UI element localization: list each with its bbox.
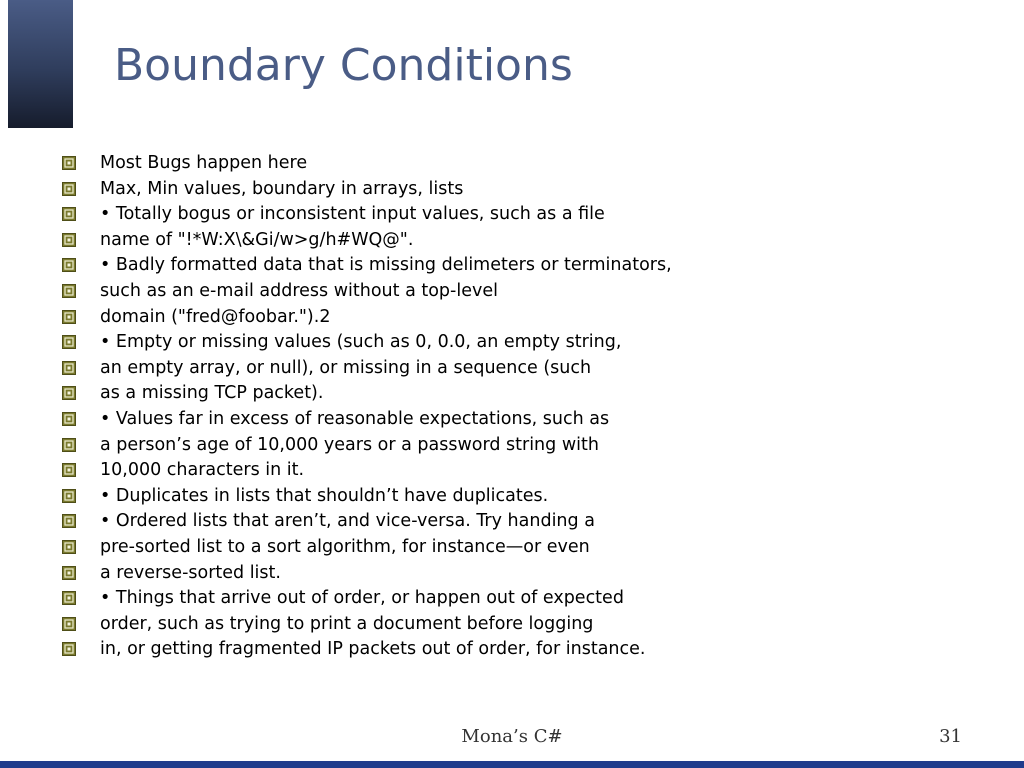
bullet-text: in, or getting fragmented IP packets out of order, for instance. — [100, 639, 646, 660]
olive-square-bullet-icon — [62, 207, 76, 221]
bullet-item — [60, 279, 960, 305]
olive-square-bullet-icon — [62, 284, 76, 298]
olive-square-bullet-icon — [62, 233, 76, 247]
title-accent-block — [8, 0, 73, 128]
bullet-item — [60, 151, 960, 177]
olive-square-bullet-icon — [62, 514, 76, 528]
olive-square-bullet-icon — [62, 540, 76, 554]
bullet-text: a person’s age of 10,000 years or a password string with — [100, 434, 599, 455]
bullet-item — [60, 509, 960, 535]
bullet-text: • Values far in excess of reasonable expectations, such as — [100, 408, 610, 429]
bullet-text: Most Bugs happen here — [100, 153, 308, 173]
olive-square-bullet-icon — [62, 156, 76, 170]
bullet-text: • Totally bogus or inconsistent input values, such as a file — [100, 204, 605, 225]
olive-square-bullet-icon — [62, 386, 76, 400]
bullet-item — [60, 612, 960, 638]
bottom-accent-bar — [0, 761, 1024, 768]
bullet-text: 10,000 characters in it. — [100, 460, 305, 481]
bullet-text: as a missing TCP packet). — [100, 383, 324, 404]
bullet-text: • Ordered lists that aren’t, and vice-versa. Try handing a — [100, 511, 595, 532]
olive-square-bullet-icon — [62, 591, 76, 605]
bullet-text: domain ("fred@foobar.").2 — [100, 306, 331, 327]
bullet-text: an empty array, or null), or missing in a sequence (such — [100, 357, 592, 378]
bullet-text: • Duplicates in lists that shouldn’t have duplicates. — [100, 485, 549, 506]
olive-square-bullet-icon — [62, 463, 76, 477]
olive-square-bullet-icon — [62, 310, 76, 324]
bullet-item — [60, 535, 960, 561]
footer-title: Mona’s C# — [461, 726, 563, 747]
bullet-item — [60, 356, 960, 382]
bullet-item — [60, 330, 960, 356]
bullet-item — [60, 228, 960, 254]
bullet-text: name of "!*W:X\&Gi/w>g/h#WQ@". — [100, 229, 414, 250]
bullet-item — [60, 381, 960, 407]
slide-title: Boundary Conditions — [114, 40, 573, 91]
olive-square-bullet-icon — [62, 489, 76, 503]
bullet-text: • Things that arrive out of order, or happen out of expected — [100, 588, 624, 609]
olive-square-bullet-icon — [62, 361, 76, 375]
bullet-text: pre-sorted list to a sort algorithm, for instance—or even — [100, 536, 590, 557]
bullet-text: • Badly formatted data that is missing delimeters or terminators, — [100, 255, 672, 276]
olive-square-bullet-icon — [62, 182, 76, 196]
bullet-item — [60, 484, 960, 510]
bullet-item — [60, 637, 960, 663]
bullet-item — [60, 561, 960, 587]
bullet-item — [60, 433, 960, 459]
bullet-list — [60, 151, 960, 663]
olive-square-bullet-icon — [62, 566, 76, 580]
page-number: 31 — [939, 726, 962, 747]
bullet-text: Max, Min values, boundary in arrays, lists — [100, 178, 464, 199]
olive-square-bullet-icon — [62, 258, 76, 272]
bullet-item — [60, 586, 960, 612]
bullet-item — [60, 177, 960, 203]
olive-square-bullet-icon — [62, 438, 76, 452]
bullet-item — [60, 305, 960, 331]
bullet-item — [60, 407, 960, 433]
bullet-item — [60, 253, 960, 279]
olive-square-bullet-icon — [62, 335, 76, 349]
bullet-text: such as an e-mail address without a top-level — [100, 280, 498, 301]
bullet-text: • Empty or missing values (such as 0, 0.0, an empty string, — [100, 332, 622, 353]
olive-square-bullet-icon — [62, 412, 76, 426]
olive-square-bullet-icon — [62, 617, 76, 631]
bullet-text: a reverse-sorted list. — [100, 562, 281, 583]
bullet-item — [60, 202, 960, 228]
olive-square-bullet-icon — [62, 642, 76, 656]
bullet-item — [60, 458, 960, 484]
bullet-text: order, such as trying to print a document before logging — [100, 613, 594, 634]
